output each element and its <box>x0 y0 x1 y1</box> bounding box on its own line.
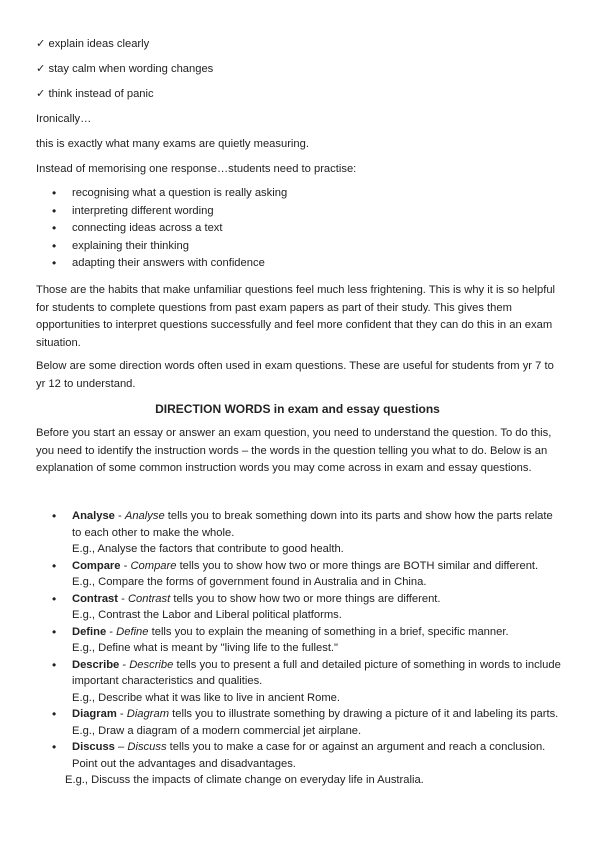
term: Discuss <box>72 741 115 753</box>
list-item: • Analyse - Analyse tells you to break something down into its parts and show how the parts relate to each other to make the whole. E.g., Analyse the factors that contribute to good health. <box>52 508 562 558</box>
term-italic: Diagram <box>126 708 170 720</box>
definition: tells you to break something down into its parts and show how the parts relate to each other to make the whole. <box>72 510 553 539</box>
list-item: • adapting their answers with confidence <box>52 255 287 273</box>
check-item: ✓ think instead of panic <box>36 88 154 100</box>
practise-intro: Instead of memorising one response…students need to practise: <box>36 163 357 175</box>
list-item: • Describe - Describe tells you to present a full and detailed picture of something in words to include important characteristics and qualities. E.g., Describe what it was like to live in ancient Rome. <box>52 657 562 707</box>
term-italic: Compare <box>130 559 177 572</box>
definition: tells you to explain the meaning of something in a brief, specific manner. <box>148 625 509 638</box>
term: Describe <box>72 658 120 671</box>
list-item: • Diagram - Diagram tells you to illustrate something by drawing a picture of it and labeling its parts. E.g., Draw a diagram of a modern commercial jet airplane. <box>52 706 562 739</box>
list-item: • interpreting different wording <box>52 203 287 221</box>
habits-paragraph: Those are the habits that make unfamiliar questions feel much less frightening. This is why it is so helpful for students to complete questions from past exam papers as part of their study. This gives them opportunities to interpret questions successfully and feel more confident that they can do this in an exam situation. <box>36 284 556 349</box>
term-italic: Discuss <box>127 741 167 753</box>
definition: tells you to illustrate something by drawing a picture of it and labeling its parts. <box>169 708 559 720</box>
definition: tells you to make a case for or against an argument and reach a conclusion. Point out the advantages and disadvantages. <box>72 741 546 770</box>
term: Diagram <box>72 708 117 720</box>
measuring-text: this is exactly what many exams are quietly measuring. <box>36 138 309 150</box>
example: E.g., Compare the forms of government found in Australia and in China. <box>72 576 427 588</box>
habits-list <box>52 185 287 273</box>
list-item: • Compare - Compare tells you to show how two or more things are BOTH similar and different. E.g., Compare the forms of government found in Australia and in China. <box>52 558 562 591</box>
example: E.g., Discuss the impacts of climate change on everyday life in Australia. <box>65 774 424 786</box>
definition: tells you to show how two or more things are different. <box>170 592 441 605</box>
example: E.g., Analyse the factors that contribute to good health. <box>72 543 344 555</box>
example: E.g., Draw a diagram of a modern commercial jet airplane. <box>72 724 362 737</box>
direction-intro: Below are some direction words often used in exam questions. These are useful for students from yr 7 to yr 12 to understand. <box>36 360 554 390</box>
example: E.g., Define what is meant by "living life to the fullest." <box>72 642 339 654</box>
term-italic: Analyse <box>124 510 165 522</box>
example: E.g., Describe what it was like to live in ancient Rome. <box>72 691 340 704</box>
example: E.g., Contrast the Labor and Liberal political platforms. <box>72 609 342 621</box>
term-italic: Describe <box>129 658 174 671</box>
term: Define <box>72 625 107 638</box>
heading-paragraph: Before you start an essay or answer an exam question, you need to understand the question. To do this, you need to identify the instruction words – the words in the question telling you what to do. Below is an explanation of some common instruction words you may come across in exam and essay questions. <box>36 427 552 475</box>
definition: tells you to present a full and detailed picture of something in words to include important characteristics and qualities. <box>72 658 561 687</box>
term: Compare <box>72 559 121 572</box>
list-item: • Discuss – Discuss tells you to make a case for or against an argument and reach a conclusion. Point out the advantages and disadvantages. E.g., Discuss the impacts of climate change on everyday life in Australia. <box>52 739 562 789</box>
check-item: ✓ explain ideas clearly <box>36 38 150 50</box>
list-item: • Define - Define tells you to explain the meaning of something in a brief, specific manner. E.g., Define what is meant by "living life to the fullest." <box>52 624 562 657</box>
term-italic: Contrast <box>127 592 171 605</box>
list-item: • explaining their thinking <box>52 238 287 256</box>
list-item: • Contrast - Contrast tells you to show how two or more things are different. E.g., Contrast the Labor and Liberal political platforms. <box>52 591 562 624</box>
check-item: ✓ stay calm when wording changes <box>36 63 214 75</box>
ironically-text: Ironically… <box>36 113 92 125</box>
list-item: • recognising what a question is really asking <box>52 185 287 203</box>
definition: tells you to show how two or more things are BOTH similar and different. <box>176 559 539 572</box>
term-italic: Define <box>116 625 149 638</box>
direction-words-list <box>52 508 562 789</box>
term: Contrast <box>72 592 118 605</box>
section-heading: DIRECTION WORDS in exam and essay questions <box>155 402 440 416</box>
term: Analyse <box>72 510 115 522</box>
list-item: • connecting ideas across a text <box>52 220 287 238</box>
